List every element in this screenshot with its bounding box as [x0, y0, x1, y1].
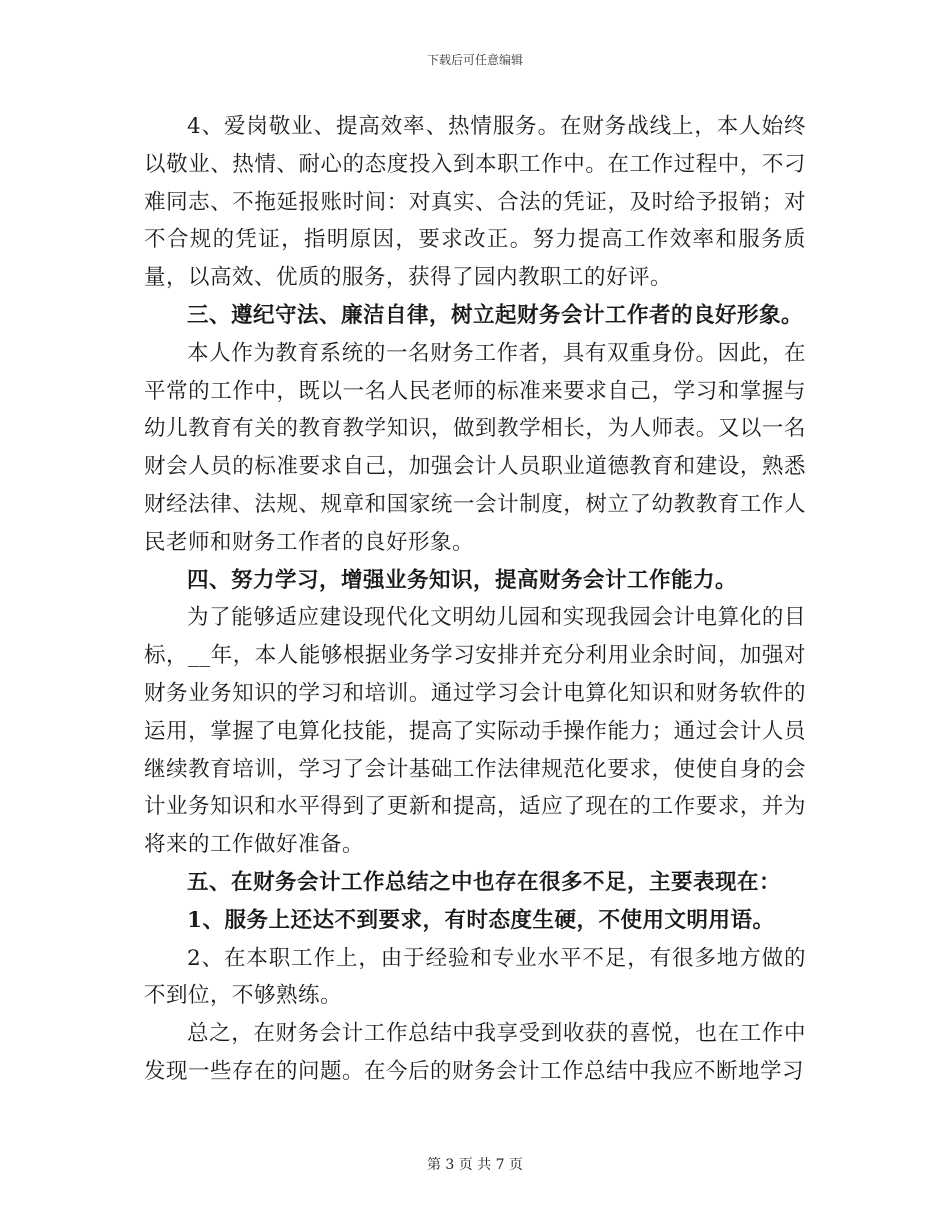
shortcoming-item-experience: 2、在本职工作上，由于经验和专业水平不足，有很多地方做的不到位，不够熟练。 — [144, 945, 806, 1009]
page-number: 第 3 页 共 7 页 — [426, 1157, 524, 1173]
paragraph-dedication: 4、爱岗敬业、提高效率、热情服务。在财务战线上，本人始终以敬业、热情、耐心的态度投入到本职工作中。在工作过程中，不刁难同志、不拖延报账时间：对真实、合法的凭证，及时给予报销；对不合规的凭证，指明原因，要求改正。努力提高工作效率和服务质量，以高效、优质的服务，获得了园内教职工的好评。 — [144, 114, 806, 291]
section-heading-shortcomings: 五、在财务会计工作总结之中也存在很多不足，主要表现在： — [187, 869, 782, 895]
section-heading-integrity: 三、遵纪守法、廉洁自律，树立起财务会计工作者的良好形象。 — [187, 302, 804, 328]
paragraph-dual-identity: 本人作为教育系统的一名财务工作者，具有双重身份。因此，在平常的工作中，既以一名人民老师的标准来要求自己，学习和掌握与幼儿教育有关的教育教学知识，做到教学相长，为人师表。又以一名财会人员的标准要求自己，加强会计人员职业道德教育和建设，熟悉财经法律、法规、规章和国家统一会计制度，树立了幼教教育工作人民老师和财务工作者的良好形象。 — [144, 340, 806, 555]
section-heading-learning: 四、努力学习，增强业务知识，提高财务会计工作能力。 — [187, 567, 738, 593]
paragraph-computerization: 为了能够适应建设现代化文明幼儿园和实现我园会计电算化的目标，__年，本人能够根据业务学习安排并充分利用业余时间，加强对财务业务知识的学习和培训。通过学习会计电算化知识和财务软件的运用，掌握了电算化技能，提高了实际动手操作能力；通过会计人员继续教育培训，学习了会计基础工作法律规范化要求，使使自身的会计业务知识和水平得到了更新和提高，适应了现在的工作要求，并为将来的工作做好准备。 — [144, 605, 806, 858]
shortcoming-item-service: 1、服务上还达不到要求，有时态度生硬，不使用文明用语。 — [187, 907, 775, 933]
page-header: 下载后可任意编辑 — [426, 53, 523, 67]
document-body — [144, 108, 806, 1091]
paragraph-conclusion: 总之，在财务会计工作总结中我享受到收获的喜悦，也在工作中发现一些存在的问题。在今后的财务会计工作总结中我应不断地学习 — [144, 1021, 806, 1084]
